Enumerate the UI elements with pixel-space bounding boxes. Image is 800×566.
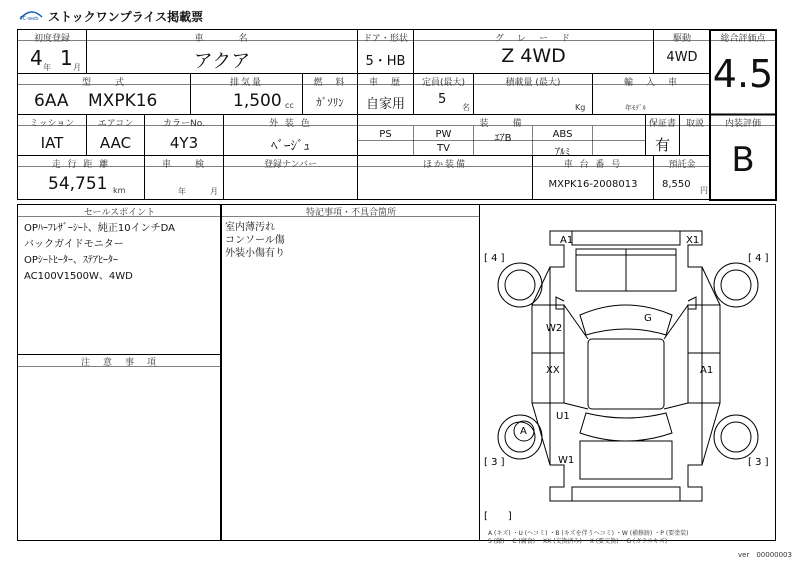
exterior-label: 外 装 色: [269, 119, 312, 129]
caution-label: 注 意 事 項: [80, 358, 158, 368]
score-label: 総合評価点: [720, 34, 766, 44]
color-no: 4Y3: [169, 134, 199, 152]
fuel-label: 燃 料: [313, 78, 347, 88]
damage-mark: A1: [560, 235, 574, 246]
equip-tv: TV: [437, 143, 450, 154]
legend-line-2: S (錆) ・C (腐食) ・XX (交換済み) ・X (要交換) ・G (ガラスキズ): [488, 538, 668, 545]
capacity-label: 定員(最大): [421, 78, 466, 88]
first-reg-month: 1: [60, 46, 73, 70]
damage-mark: W2: [546, 323, 563, 334]
inspection-month-unit: 月: [210, 187, 218, 196]
logo-text: TC-web: [20, 16, 39, 22]
sales-list: [24, 221, 175, 285]
manual-label: 取説: [685, 119, 704, 129]
aircon: AAC: [99, 134, 132, 152]
month-unit: 月: [73, 63, 81, 72]
year-unit: 年: [43, 63, 51, 72]
model-label: 型 式: [81, 78, 126, 88]
car-name-label: 車 名: [194, 34, 250, 44]
displacement: 1,500: [233, 91, 282, 111]
interior-label: 内装評価: [724, 119, 761, 129]
version-label: ver 00000003: [738, 551, 792, 559]
model-code: MXPK16: [88, 91, 158, 111]
payload-label: 積載量 (最大): [505, 78, 561, 88]
damage-mark: W1: [558, 455, 575, 466]
chassis-label: 車 台 番 号: [563, 160, 623, 170]
sales-line: バックガイドモニター: [24, 239, 124, 250]
model-prefix: 6AA: [34, 91, 69, 111]
exterior-color: ﾍﾞｰｼﾞｭ: [271, 139, 310, 154]
door: 5・HB: [365, 54, 406, 69]
door-label: ドア・形状: [363, 34, 408, 44]
sales-line: OPｼｰﾄﾋｰﾀｰ、ｽﾃｱﾋｰﾀｰ: [24, 255, 118, 266]
note-line: 外装小傷有り: [225, 248, 285, 259]
car-damage-diagram: [480, 205, 776, 541]
damage-mark: U1: [556, 411, 570, 422]
equip-abs: ABS: [552, 129, 573, 140]
payload-unit: Kg: [575, 103, 586, 112]
capacity-unit: 名: [462, 103, 470, 112]
first-reg-year: 4: [30, 46, 43, 70]
inspection-year-unit: 年: [178, 187, 186, 196]
page-title: ストックワンプライス掲載票: [48, 10, 204, 24]
deposit: 8,550: [662, 179, 691, 190]
grade-label: グ レ ー ド: [494, 34, 572, 44]
note-line: 室内薄汚れ: [225, 222, 275, 233]
warranty-label: 保証書: [648, 119, 676, 129]
damage-mark: XX: [546, 365, 560, 376]
displacement-unit: cc: [285, 101, 294, 110]
deposit-label: 預託金: [668, 160, 696, 170]
inspection-label: 車 検: [161, 160, 206, 170]
sales-label: セールスポイント: [83, 208, 156, 218]
fuel: ｶﾞｿﾘﾝ: [316, 96, 344, 109]
damage-mark: G: [644, 313, 652, 324]
sales-line: AC100V1500W、4WD: [24, 271, 133, 282]
damage-mark: A1: [700, 365, 714, 376]
import-note: 年ﾓﾃﾞﾙ: [625, 104, 646, 112]
displacement-label: 排気量: [229, 78, 263, 88]
overall-score: 4.5: [712, 52, 774, 96]
deposit-unit: 円: [700, 186, 708, 195]
damage-mark: A: [520, 426, 527, 437]
chassis-number: MXPK16-2008013: [548, 179, 638, 190]
mission: IAT: [40, 134, 64, 152]
drive-label: 駆動: [672, 34, 691, 44]
legend-line-1: A (キズ) ・U (ヘコミ) ・B (キズを伴うヘコミ) ・W (補修跡) ・P (要塗装): [488, 530, 689, 537]
equip-ps: PS: [379, 129, 392, 140]
warranty: 有: [654, 136, 670, 154]
drive: 4WD: [666, 50, 698, 65]
damage-mark: X1: [686, 235, 700, 246]
plate-label: 登録ナンバー: [264, 160, 317, 170]
tire-rl-depth: [ 3 ]: [484, 457, 505, 468]
mileage-unit: km: [113, 186, 126, 195]
sales-line: OPﾊｰﾌﾚｻﾞｰｼｰﾄ、純正10インチDA: [24, 223, 175, 234]
capacity: 5: [438, 92, 447, 107]
usage-label: 車 歴: [368, 78, 402, 88]
mileage-label: 走 行 距 離: [51, 160, 111, 170]
notes-list: [225, 221, 285, 260]
equip-alloy: ｱﾙﾐ: [555, 147, 570, 158]
grade: Z 4WD: [501, 45, 566, 67]
import-label: 輸 入 車: [623, 78, 679, 88]
equip-airbag: ｴｱB: [494, 133, 512, 144]
aircon-label: エアコン: [97, 119, 134, 129]
tire-rr-depth: [ 3 ]: [748, 457, 769, 468]
tire-fr-depth: [ 4 ]: [748, 253, 769, 264]
usage: 自家用: [365, 97, 405, 112]
car-name: アクア: [193, 50, 251, 72]
mileage: 54,751: [48, 174, 108, 194]
notes-label: 特記事項・不具合箇所: [305, 208, 396, 218]
note-line: コンソール傷: [225, 235, 285, 246]
other-equipment-label: ほか装備: [422, 160, 467, 170]
first-reg-label: 初度登録: [33, 34, 70, 44]
tire-fl-depth: [ 4 ]: [484, 253, 505, 264]
equipment-label: 装 備: [479, 119, 524, 129]
tire-spare-depth: [ ]: [484, 511, 512, 522]
equip-pw: PW: [435, 129, 452, 140]
color-no-label: カラーNo.: [163, 119, 205, 129]
mission-label: ミッション: [29, 119, 75, 129]
interior-score: B: [731, 140, 755, 180]
